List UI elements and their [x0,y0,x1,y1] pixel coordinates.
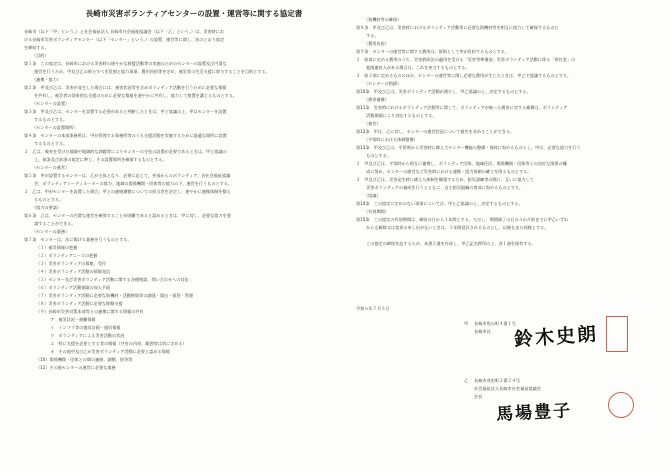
text-line: 請することができる。 [30,221,76,226]
text-line: オ その他甲及び乙が災害ボランティア活動に必要と認める情報 [46,349,170,354]
text-line: （センターの業務） [32,229,70,234]
text-line: （連携・協力） [32,77,61,82]
text-line: 第15条 この協定の有効期間は、締結の日から１年間とする。ただし、期間満了の日の３か月前までに甲乙いずれ [356,217,569,222]
text-line: （協議） [364,193,381,198]
party-b-label: 乙 [464,378,469,383]
text-line: 第４条 センターの本部事務所は、甲が管理する事務所等のうち支援活動を実施するために最適な場所に設置 [24,133,227,138]
text-line: （10）関係機関・団体との間の連絡、調整、紛争等 [36,357,133,362]
text-line: ２ 乙は、被害を受けた地域や地域的な課題等によりセンターの分室の設置が必要であるときは、甲と協議の [24,149,227,154]
text-line: （センターの閉鎖） [364,81,402,86]
text-line: （センターの設置） [32,101,70,106]
text-line: （８）災害ボランティア活動に必要な移動支援 [36,301,123,306]
text-line: （協力の要請） [32,205,61,210]
text-line: ２ 前項に定める費用のうち、災害救助法の適用を受ける「災害等準備金」災害ボランティア活動に係る「寄付金」の [356,57,576,62]
text-line: 第５条 甲が設置するセンターは、乙が主体となり、必要に応じて、外部からのボランティア、各社会福祉協議 [24,173,231,178]
left-text-block [24,28,346,372]
text-line: （平常時における体制整備） [364,137,418,142]
party-b-role: 会長 [474,394,483,399]
text-line: からも解除又は変更の申し出がないときは、１年間延長されるものとし、以後もまた同様とする。 [362,225,549,230]
right-text-block [356,16,656,248]
text-line: ２ 乙は、甲がセンターを設置した場合、甲との連絡調整についての担当者を決定し、速やかに連携体制を整え [24,189,231,194]
text-line: （２）ボランティアニーズの把握 [36,253,98,258]
text-line: （センターの運営） [32,165,70,170]
text-line: 第２条 甲及び乙は、災害が発生した場合には、被害状況等を含めボランティア活動を行うために必要な情報 [24,85,227,90]
text-line: ２ 甲及び乙は、平常時から相互に連携し、ボランティア団体、地域住民、関係機関・団体等との良好な関係の醸 [356,161,567,166]
text-line: 災害ボランティアの養成を行うとともに、自主防災組織の育成に努めるものとする。 [362,185,524,190]
text-line: （損害補償） [364,97,389,102]
party-a-address: 長崎市魚の町４番１号 [474,321,516,326]
page-title: 長崎市災害ボランティアセンターの設置・運営等に関する協定書 [85,9,303,18]
text-line: する。 [362,33,379,38]
text-line: 上、前条及び前項の規定に準じ、その設置場所を確保するものとする。 [30,157,167,162]
text-line: 第11条 災害時におけるボランティア活動等に関して、ボランティアが被った損害に対する補償は、ボランティア [356,105,568,110]
party-a-seal [606,316,628,352]
text-line: ける長崎市災害ボランティアセンター（以下「センター」という。）の設置、運営等に関し、次のとおり協定 [24,37,225,42]
text-line: この協定の締結を証するため、本書２通を作成し、甲乙記名押印の上、各１通を保有する。 [362,241,536,246]
text-line: 運営を行うため、甲及び乙の果たすべき役割と協力事項、費用負担等を定め、被災者の生活支援に寄与することを目的とする。 [30,69,270,74]
text-line: ３ 前２項に定めるもののほか、センターの運営等に関し必要な費用が生じたときは、甲乙で協議するものとする。 [356,73,572,78]
text-line: （報告） [364,121,381,126]
text-line: （５）センター及び災害ボランティア活動に関する各種相談、問い合わせへの対応 [36,277,189,282]
text-line: （費用負担） [364,41,389,46]
text-line: ウ ボランティアによる災害活動の状況 [46,333,125,338]
party-a-role: 長崎市長 [474,329,491,334]
text-line: 第７条 センターは、次に掲げる業務を行うものとする。 [24,237,132,242]
text-line: （３）災害ボランティアの募集、受付 [36,261,107,266]
text-line: 第８条 甲及び乙は、災害時におけるボランティア活動等に必要な資機材等を相互に協力して確保するものと [356,25,559,30]
party-b-seal [608,392,634,418]
text-line: 第３条 甲及び乙は、センターを設置する必要があると判断したときは、甲と協議の上、甲はセンターを設置 [24,109,227,114]
text-line: するものとする。 [30,117,68,122]
signing-date: 令和６年７月３日 [356,306,390,311]
party-b-address: 長崎市茂里町３番２４号 [474,378,521,383]
text-line: （９）長崎市災害対策本部等との連携に関する情報の共有 [36,309,144,314]
text-line: エ 特に支援を必要とする者の情報（共有の内容、範囲等は別に定める） [46,341,187,346]
text-line: 他関連収入がある場合は、これを充当するものとする。 [362,65,470,70]
text-line: 活動保険により対応するものとする。 [362,113,437,118]
text-line: るものとする。 [30,197,64,202]
text-line: するものとする。 [30,141,68,146]
text-line [356,232,656,240]
text-line: 会、ボランティアコーディネーターの協力、地域の関係機関・団体等の協力の下、運営を行うものとする。 [30,181,233,186]
text-line: （４）災害ボランティア活動の情報発信 [36,269,111,274]
text-line: を共有し、被災者の効果的な支援のために必要な情報を速やかに共有し、協力して措置を講じるものとする。 [30,93,238,98]
text-line: ア 被災状況・避難情報 [46,317,96,322]
text-line: （１）被災情報の把握 [36,245,78,250]
text-line: 成に努め、センターの運営など災害時における連携・協力体制の確立を図るものとする。 [362,169,532,174]
text-line: 第14条 この協定に定めのない事項については、甲と乙協議の上、決定するものとする。 [356,201,523,206]
text-line: 第10条 甲及び乙は、災害ボランティア活動が減少し、甲乙協議の上、決定するものとする。 [356,89,531,94]
party-b-org: 社会福祉法人長崎市社会福祉協議会 [474,386,542,391]
text-line: （６）ボランティア活動保険の加入手続 [36,285,111,290]
party-b-signature: 馬場豊子 [495,401,573,425]
text-line: （資機材等の確保） [364,17,402,22]
text-line: （７）災害ボランティア活動に必要な資機材・活動物資等の調達・貸出・保管・管理 [36,293,194,298]
text-line: （目的） [32,53,49,58]
text-line: イ インフラ等の復旧計画・復旧情報 [46,325,121,330]
text-line: 第６条 乙は、センターの円滑な運営を確保することが困難であると認めるときは、甲に対し、必要な協力を要 [24,213,231,218]
party-a-label: 甲 [464,321,469,326]
text-line: 第13条 甲及び乙は、平常時から災害時に備え大センター機能の整備・保持に努めるものとし、甲は、必要な協力を行う [356,145,581,150]
text-line: ものとする。 [362,153,391,158]
text-line: （有効期間） [364,209,389,214]
text-line: 第９条 センターの運営等に関する費用は、原則として甲が負担するものとする。 [356,49,510,54]
text-line: 第１条 この協定は、長崎市における災害時の速やかな救援活動等の実施のためのセンターの設置及び円滑な [24,61,227,66]
text-line: 第12条 甲は、乙に対し、センターの運営状況について報告を求めることができる。 [356,129,515,134]
text-line: を締結する。 [24,45,49,50]
text-line: （センターの設置場所） [32,125,78,130]
text-line: ３ 甲及び乙は、災害発生時に備えた体制を構築するため、防災訓練等の際に、互いに協力して [356,177,534,182]
text-line: 長崎市（以下「甲」という。）と社会福祉法人 長崎市社会福祉協議会（以下「乙」という。）は、災害時にお [24,29,225,34]
text-line: （11）その他センターの運営に必要な業務 [36,365,116,370]
party-a-signature: 鈴木史朗 [513,323,599,351]
